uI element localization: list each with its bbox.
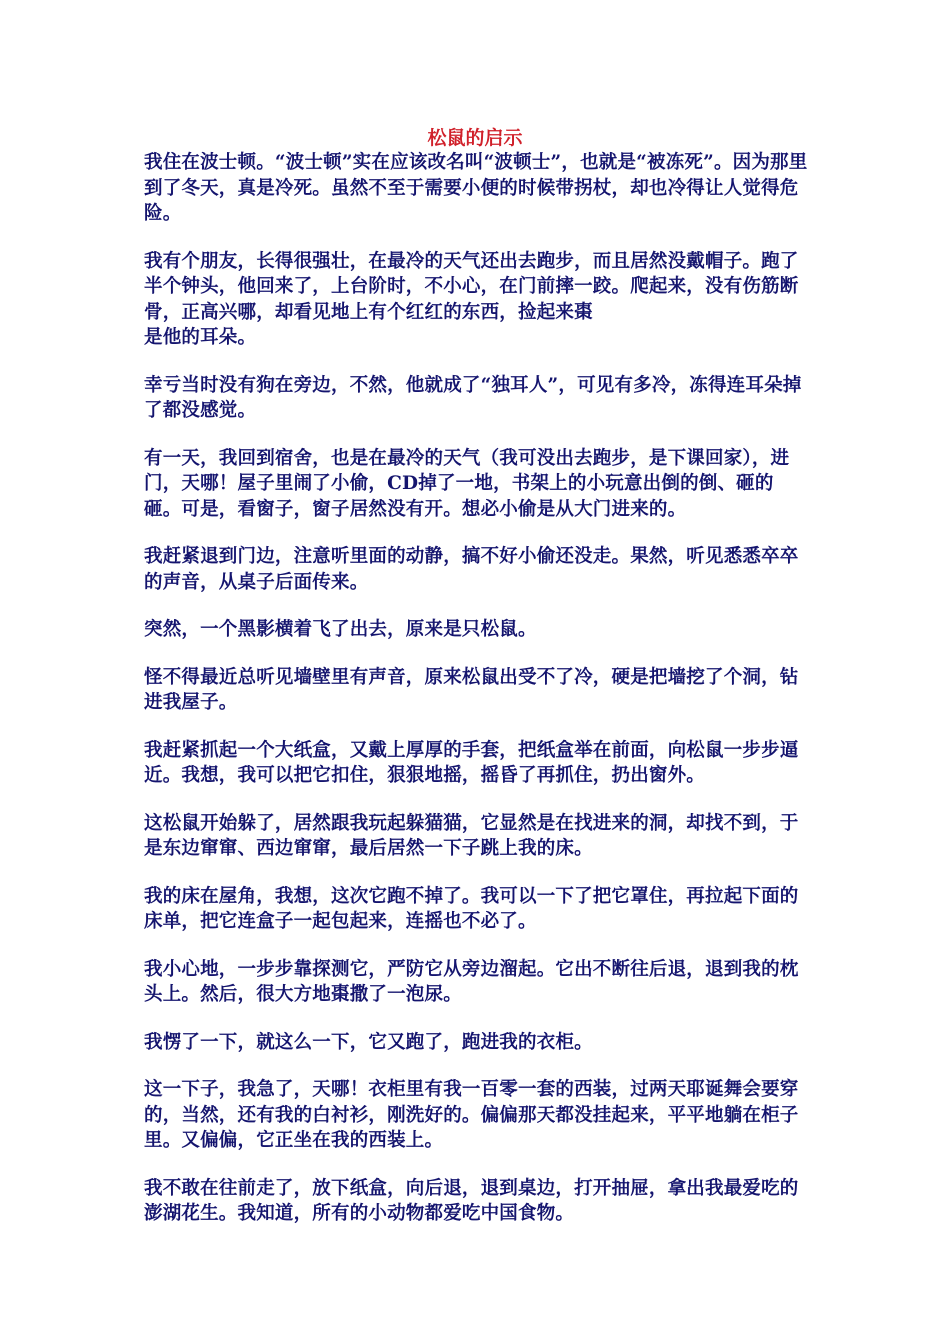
- paragraph: 我住在波士顿。“波士顿”实在应该改名叫“波顿士”，也就是“被冻死”。因为那里到了冬天，真是冷死。虽然不至于需要小便的时候带拐杖，却也冷得让人觉得危险。: [144, 152, 808, 224]
- paragraph: 我有个朋友，长得很强壮，在最冷的天气还出去跑步，而且居然没戴帽子。跑了半个钟头，他回来了，上台阶时，不小心，在门前摔一跤。爬起来，没有伤筋断骨，正高兴哪，却看见地上有个红红的东西，捡起来棗 是他的耳朵。: [144, 250, 799, 348]
- paragraph: 有一天，我回到宿舍，也是在最冷的天气（我可没出去跑步，是下课回家），进门，天哪！屋子里闹了小偷，CD掉了一地，书架上的小玩意出倒的倒、砸的砸。可是，看窗子，窗子居然没有开。想必小偷是从大门进来的。: [144, 447, 790, 520]
- paragraph: 幸亏当时没有狗在旁边，不然，他就成了“独耳人”，可见有多冷，冻得连耳朵掉了都没感觉。: [144, 374, 802, 421]
- paragraph: 突然，一个黑影横着飞了出去，原来是只松鼠。: [144, 619, 537, 640]
- paragraph: 我的床在屋角，我想，这次它跑不掉了。我可以一下了把它罩住，再拉起下面的床单，把它连盒子一起包起来，连摇也不必了。: [144, 885, 799, 932]
- document-title: 松鼠的启示: [427, 127, 523, 149]
- document-body: [144, 150, 809, 1249]
- paragraph: 我赶紧抓起一个大纸盒，又戴上厚厚的手套，把纸盒举在前面，向松鼠一步步逼近。我想，我可以把它扣住，狠狠地摇，摇昏了再抓住，扔出窗外。: [144, 739, 799, 786]
- paragraph: 这松鼠开始躲了，居然跟我玩起躲猫猫，它显然是在找进来的洞，却找不到，于是东边窜窜、西边窜窜，最后居然一下子跳上我的床。: [144, 812, 799, 859]
- paragraph: 怪不得最近总听见墙壁里有声音，原来松鼠出受不了冷，硬是把墙挖了个洞，钻进我屋子。: [144, 666, 799, 713]
- paragraph: 我不敢在往前走了，放下纸盒，向后退，退到桌边，打开抽屉，拿出我最爱吃的澎湖花生。我知道，所有的小动物都爱吃中国食物。: [144, 1177, 799, 1224]
- paragraph: 这一下子，我急了，天哪！衣柜里有我一百零一套的西装，过两天耶诞舞会要穿的，当然，还有我的白衬衫，刚洗好的。偏偏那天都没挂起来，平平地躺在柜子里。又偏偏，它正坐在我的西装上。: [144, 1079, 799, 1151]
- paragraph: 我赶紧退到门边，注意听里面的动静，搞不好小偷还没走。果然，听见悉悉卒卒的声音，从桌子后面传来。: [144, 546, 799, 593]
- paragraph: 我小心地，一步步靠探测它，严防它从旁边溜起。它出不断往后退，退到我的枕头上。然后，很大方地棗撒了一泡尿。: [144, 958, 799, 1005]
- paragraph: 我愣了一下，就这么一下，它又跑了，跑进我的衣柜。: [144, 1031, 593, 1053]
